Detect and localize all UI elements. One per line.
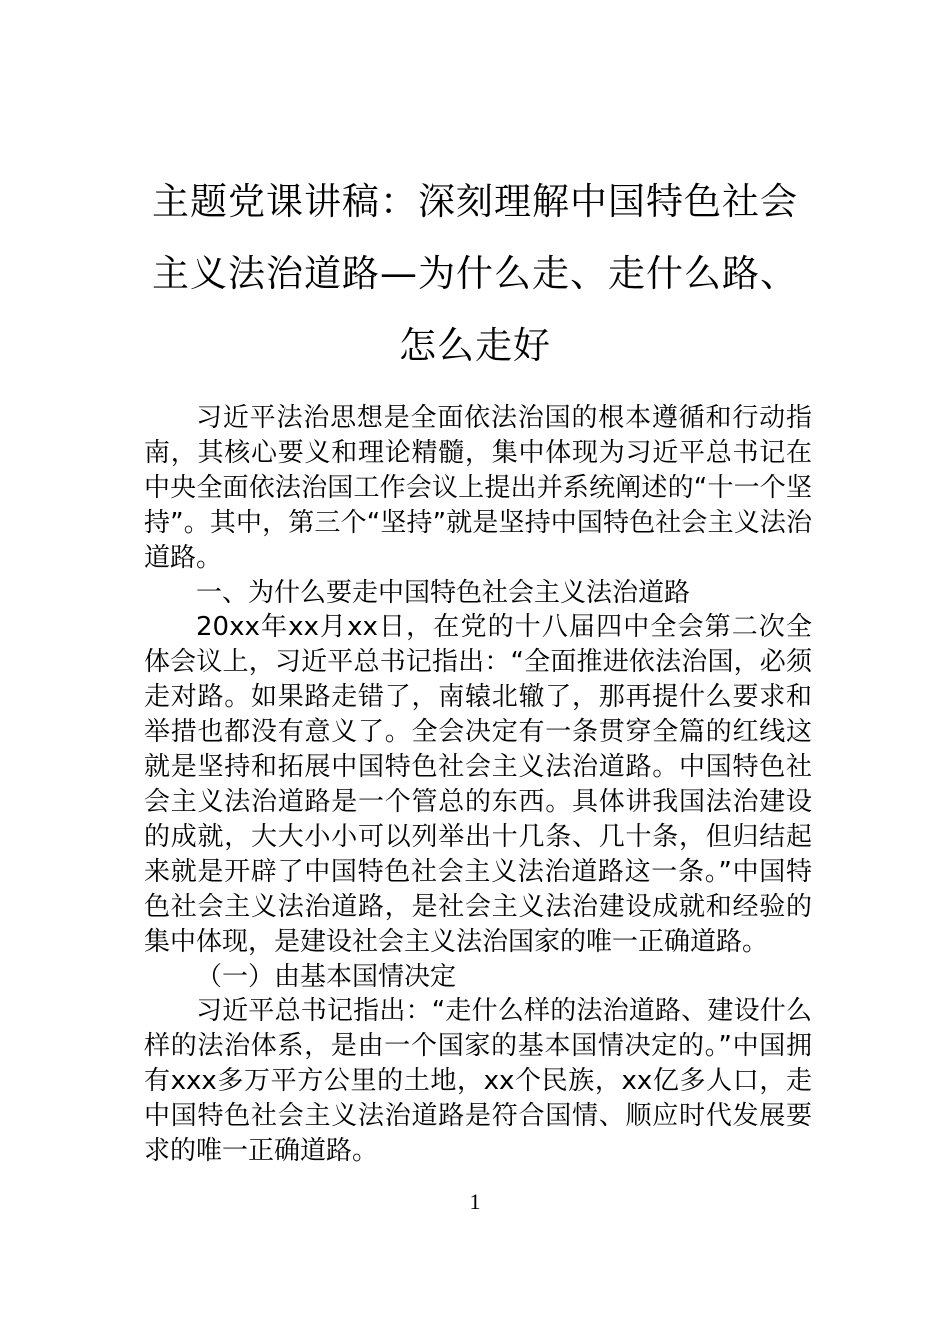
document-title: 主题党课讲稿：深刻理解中国特色社会主义法治道路—为什么走、走什么路、怎么走好 xyxy=(152,180,798,367)
paragraph-plenary-quote: 20xx年xx月xx日，在党的十八届四中全会第二次全体会议上，习近平总书记指出：“全面推进依法治国，必须走对路。如果路走错了，南辕北辙了，那再提什么要求和举措也都没有意义了。全会决定有一条贯穿全篇的红线这就是坚持和拓展中国特色社会主义法治道路。中国特色社会主义法治道路是一个管总的东西。具体讲我国法治建设的成就，大大小小可以列举出十几条、几十条，但归结起来就是开辟了中国特色社会主义法治道路这一条。”中国特色社会主义法治道路，是社会主义法治建设成就和经验的集中体现，是建设社会主义法治国家的唯一正确道路。 xyxy=(144,612,812,957)
section-heading-1: 一、为什么要走中国特色社会主义法治道路 xyxy=(196,577,691,608)
document-body xyxy=(144,401,812,1169)
page-number: 1 xyxy=(469,1189,481,1214)
subsection-heading-1: （一）由基本国情决定 xyxy=(196,961,457,992)
paragraph-national-conditions: 习近平总书记指出：“走什么样的法治道路、建设什么样的法治体系，是由一个国家的基本国情决定的。”中国拥有xxx多万平方公里的土地，xx个民族，xx亿多人口，走中国特色社会主义法治道路是符合国情、顺应时代发展要求的唯一正确道路。 xyxy=(144,996,812,1167)
paragraph-intro: 习近平法治思想是全面依法治国的根本遵循和行动指南，其核心要义和理论精髓，集中体现为习近平总书记在中央全面依法治国工作会议上提出并系统阐述的“十一个坚持”。其中，第三个“坚持”就是坚持中国特色社会主义法治道路。 xyxy=(144,403,812,573)
